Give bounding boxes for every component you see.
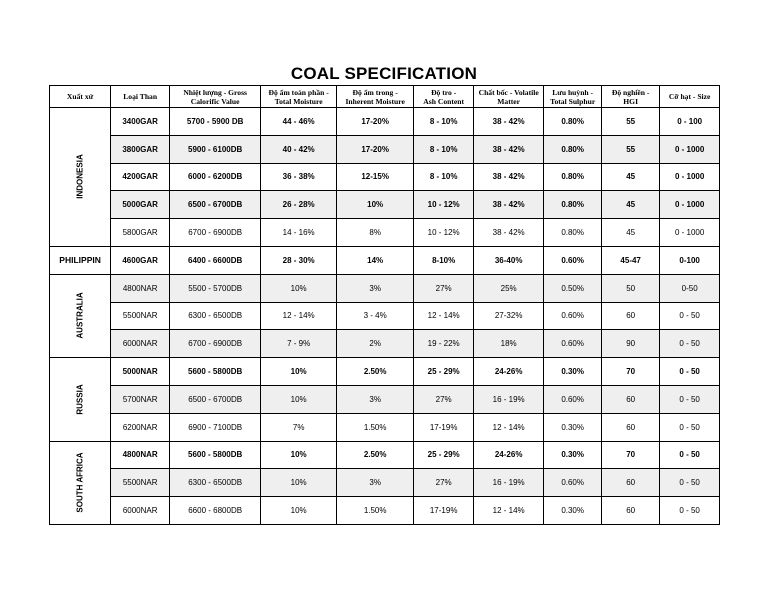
table-cell: 0.80% <box>544 108 602 136</box>
table-cell: 17-20% <box>337 108 414 136</box>
table-cell: 12 - 14% <box>474 413 544 441</box>
table-row <box>50 219 720 247</box>
table-cell: 5800GAR <box>111 219 170 247</box>
table-cell: 10% <box>261 497 337 525</box>
column-header <box>660 86 720 108</box>
table-cell: 16 - 19% <box>474 469 544 497</box>
column-header-line: Độ tro - <box>431 87 457 97</box>
table-cell: 90 <box>602 330 660 358</box>
table-cell: 0.30% <box>544 441 602 469</box>
table-cell: 27% <box>414 469 474 497</box>
table-cell: 10% <box>261 441 337 469</box>
table-cell: 6300 - 6500DB <box>170 469 261 497</box>
table-cell: 6400 - 6600DB <box>170 246 261 274</box>
table-cell: 8-10% <box>414 246 474 274</box>
table-cell: 0-50 <box>660 274 720 302</box>
column-header-line: Cỡ hạt - Size <box>668 92 711 101</box>
coal-spec-table <box>49 85 720 525</box>
table-cell: 10 - 12% <box>414 219 474 247</box>
table-cell: 5600 - 5800DB <box>170 358 261 386</box>
table-cell: 0 - 1000 <box>660 219 720 247</box>
table-cell: 0 - 100 <box>660 108 720 136</box>
table-row <box>50 191 720 219</box>
table-cell: 0.60% <box>544 330 602 358</box>
table-cell: 38 - 42% <box>474 108 544 136</box>
table-row <box>50 135 720 163</box>
column-header <box>544 86 602 108</box>
table-cell: 8 - 10% <box>414 163 474 191</box>
table-cell: 4800NAR <box>111 274 170 302</box>
table-row <box>50 108 720 136</box>
table-cell: 0.30% <box>544 413 602 441</box>
table-cell: 5700NAR <box>111 385 170 413</box>
column-header-line: Chất bốc - Volatile <box>478 87 539 97</box>
table-cell: 27% <box>414 274 474 302</box>
table-cell: 6000NAR <box>111 330 170 358</box>
table-cell: 12-15% <box>337 163 414 191</box>
table-cell: 17-19% <box>414 497 474 525</box>
table-cell: 0 - 50 <box>660 469 720 497</box>
table-cell: 0.60% <box>544 469 602 497</box>
origin-cell <box>50 246 111 274</box>
origin-cell <box>50 108 111 247</box>
table-cell: 50 <box>602 274 660 302</box>
table-cell: 26 - 28% <box>261 191 337 219</box>
table-cell: 60 <box>602 497 660 525</box>
table-cell: 6700 - 6900DB <box>170 219 261 247</box>
table-cell: 27% <box>414 385 474 413</box>
table-cell: 38 - 42% <box>474 191 544 219</box>
table-cell: 1.50% <box>337 497 414 525</box>
table-cell: 25% <box>474 274 544 302</box>
table-cell: 4200GAR <box>111 163 170 191</box>
column-header-line: Độ ẩm toàn phần - <box>268 87 329 97</box>
table-cell: 0 - 50 <box>660 385 720 413</box>
table-cell: 0.50% <box>544 274 602 302</box>
table-cell: 10% <box>261 385 337 413</box>
table-cell: 4800NAR <box>111 441 170 469</box>
table-cell: 8% <box>337 219 414 247</box>
column-header-line: Lưu huỳnh - <box>552 87 594 97</box>
table-cell: 0 - 1000 <box>660 191 720 219</box>
column-header-line: Độ ẩm trong - <box>352 87 398 97</box>
origin-label: RUSSIA <box>75 384 85 415</box>
column-header-line: Loại Than <box>123 92 158 101</box>
table-cell: 40 - 42% <box>261 135 337 163</box>
column-header-line: Total Moisture <box>274 96 323 106</box>
table-cell: 0.30% <box>544 497 602 525</box>
table-cell: 6000NAR <box>111 497 170 525</box>
table-cell: 14% <box>337 246 414 274</box>
table-cell: 70 <box>602 441 660 469</box>
page-title: COAL SPECIFICATION <box>290 64 478 83</box>
column-header <box>111 86 170 108</box>
origin-label: PHILIPPIN <box>59 255 101 266</box>
table-cell: 19 - 22% <box>414 330 474 358</box>
table-cell: 5500 - 5700DB <box>170 274 261 302</box>
table-cell: 0.60% <box>544 302 602 330</box>
table-cell: 25 - 29% <box>414 358 474 386</box>
table-cell: 5500NAR <box>111 302 170 330</box>
table-cell: 6700 - 6900DB <box>170 330 261 358</box>
table-row <box>50 441 720 469</box>
table-cell: 2.50% <box>337 441 414 469</box>
column-header <box>474 86 544 108</box>
table-cell: 44 - 46% <box>261 108 337 136</box>
table-cell: 8 - 10% <box>414 108 474 136</box>
table-cell: 60 <box>602 302 660 330</box>
table-cell: 38 - 42% <box>474 219 544 247</box>
column-header <box>50 86 111 108</box>
column-header <box>414 86 474 108</box>
table-cell: 6300 - 6500DB <box>170 302 261 330</box>
table-cell: 2% <box>337 330 414 358</box>
table-cell: 4600GAR <box>111 246 170 274</box>
origin-cell <box>50 274 111 357</box>
table-cell: 45 <box>602 219 660 247</box>
table-cell: 60 <box>602 413 660 441</box>
table-cell: 17-20% <box>337 135 414 163</box>
table-cell: 3400GAR <box>111 108 170 136</box>
table-cell: 36-40% <box>474 246 544 274</box>
table-cell: 6500 - 6700DB <box>170 191 261 219</box>
column-header-line: Xuất xứ <box>66 92 94 101</box>
table-cell: 0 - 50 <box>660 302 720 330</box>
table-cell: 28 - 30% <box>261 246 337 274</box>
table-cell: 7 - 9% <box>261 330 337 358</box>
table-cell: 18% <box>474 330 544 358</box>
table-cell: 14 - 16% <box>261 219 337 247</box>
table-cell: 0 - 50 <box>660 497 720 525</box>
table-cell: 27-32% <box>474 302 544 330</box>
table-cell: 0.80% <box>544 163 602 191</box>
table-cell: 0.80% <box>544 219 602 247</box>
table-cell: 25 - 29% <box>414 441 474 469</box>
table-row <box>50 469 720 497</box>
origin-label: AUSTRALIA <box>75 292 85 340</box>
table-cell: 0.60% <box>544 246 602 274</box>
table-cell: 12 - 14% <box>261 302 337 330</box>
origin-cell <box>50 358 111 441</box>
table-cell: 0 - 50 <box>660 358 720 386</box>
table-cell: 0.80% <box>544 135 602 163</box>
table-cell: 0.60% <box>544 385 602 413</box>
column-header <box>337 86 414 108</box>
table-cell: 7% <box>261 413 337 441</box>
table-cell: 0-100 <box>660 246 720 274</box>
table-cell: 24-26% <box>474 441 544 469</box>
table-cell: 0 - 1000 <box>660 135 720 163</box>
table-cell: 45 <box>602 191 660 219</box>
table-cell: 5500NAR <box>111 469 170 497</box>
table-row <box>50 302 720 330</box>
origin-label: SOUTH AFRICA <box>75 452 85 513</box>
table-cell: 38 - 42% <box>474 163 544 191</box>
table-row <box>50 274 720 302</box>
table-row <box>50 163 720 191</box>
table-cell: 60 <box>602 469 660 497</box>
table-cell: 10% <box>261 469 337 497</box>
table-cell: 3% <box>337 385 414 413</box>
column-header <box>261 86 337 108</box>
table-cell: 0.80% <box>544 191 602 219</box>
table-cell: 36 - 38% <box>261 163 337 191</box>
column-header-line: HGI <box>623 96 639 106</box>
column-header-line: Inherent Moisture <box>345 96 405 106</box>
table-cell: 5900 - 6100DB <box>170 135 261 163</box>
table-cell: 6500 - 6700DB <box>170 385 261 413</box>
table-cell: 3% <box>337 274 414 302</box>
table-cell: 10% <box>261 274 337 302</box>
table-cell: 3% <box>337 469 414 497</box>
origin-cell <box>50 441 111 524</box>
table-row <box>50 497 720 525</box>
table-cell: 5700 - 5900 DB <box>170 108 261 136</box>
table-cell: 10% <box>261 358 337 386</box>
table-cell: 5000NAR <box>111 358 170 386</box>
table-cell: 5000GAR <box>111 191 170 219</box>
table-cell: 2.50% <box>337 358 414 386</box>
table-cell: 10 - 12% <box>414 191 474 219</box>
table-cell: 6000 - 6200DB <box>170 163 261 191</box>
table-cell: 1.50% <box>337 413 414 441</box>
table-cell: 0.30% <box>544 358 602 386</box>
table-cell: 45-47 <box>602 246 660 274</box>
table-body <box>50 108 720 525</box>
table-cell: 6200NAR <box>111 413 170 441</box>
column-header-line: Calorific Value <box>190 96 240 106</box>
table-cell: 45 <box>602 163 660 191</box>
table-row <box>50 385 720 413</box>
column-header-line: Độ nghiền - <box>611 87 650 97</box>
table-cell: 3 - 4% <box>337 302 414 330</box>
table-cell: 12 - 14% <box>474 497 544 525</box>
table-cell: 6600 - 6800DB <box>170 497 261 525</box>
table-cell: 5600 - 5800DB <box>170 441 261 469</box>
table-row <box>50 246 720 274</box>
table-cell: 6900 - 7100DB <box>170 413 261 441</box>
table-cell: 0 - 50 <box>660 441 720 469</box>
table-cell: 60 <box>602 385 660 413</box>
table-cell: 8 - 10% <box>414 135 474 163</box>
header-row <box>50 86 720 108</box>
table-row <box>50 413 720 441</box>
origin-label: INDONESIA <box>75 154 85 200</box>
table-cell: 38 - 42% <box>474 135 544 163</box>
table-row <box>50 330 720 358</box>
table-cell: 16 - 19% <box>474 385 544 413</box>
table-cell: 12 - 14% <box>414 302 474 330</box>
table-row <box>50 358 720 386</box>
table-cell: 17-19% <box>414 413 474 441</box>
table-cell: 0 - 50 <box>660 413 720 441</box>
table-cell: 55 <box>602 135 660 163</box>
table-cell: 0 - 50 <box>660 330 720 358</box>
table-cell: 0 - 1000 <box>660 163 720 191</box>
table-cell: 70 <box>602 358 660 386</box>
table-cell: 24-26% <box>474 358 544 386</box>
column-header-line: Total Sulphur <box>550 96 596 106</box>
table-cell: 10% <box>337 191 414 219</box>
column-header-line: Matter <box>497 96 521 106</box>
column-header-line: Ash Content <box>423 96 465 106</box>
table-cell: 55 <box>602 108 660 136</box>
column-header <box>170 86 261 108</box>
table-cell: 3800GAR <box>111 135 170 163</box>
column-header-line: Nhiệt lượng - Gross <box>183 87 247 97</box>
column-header <box>602 86 660 108</box>
